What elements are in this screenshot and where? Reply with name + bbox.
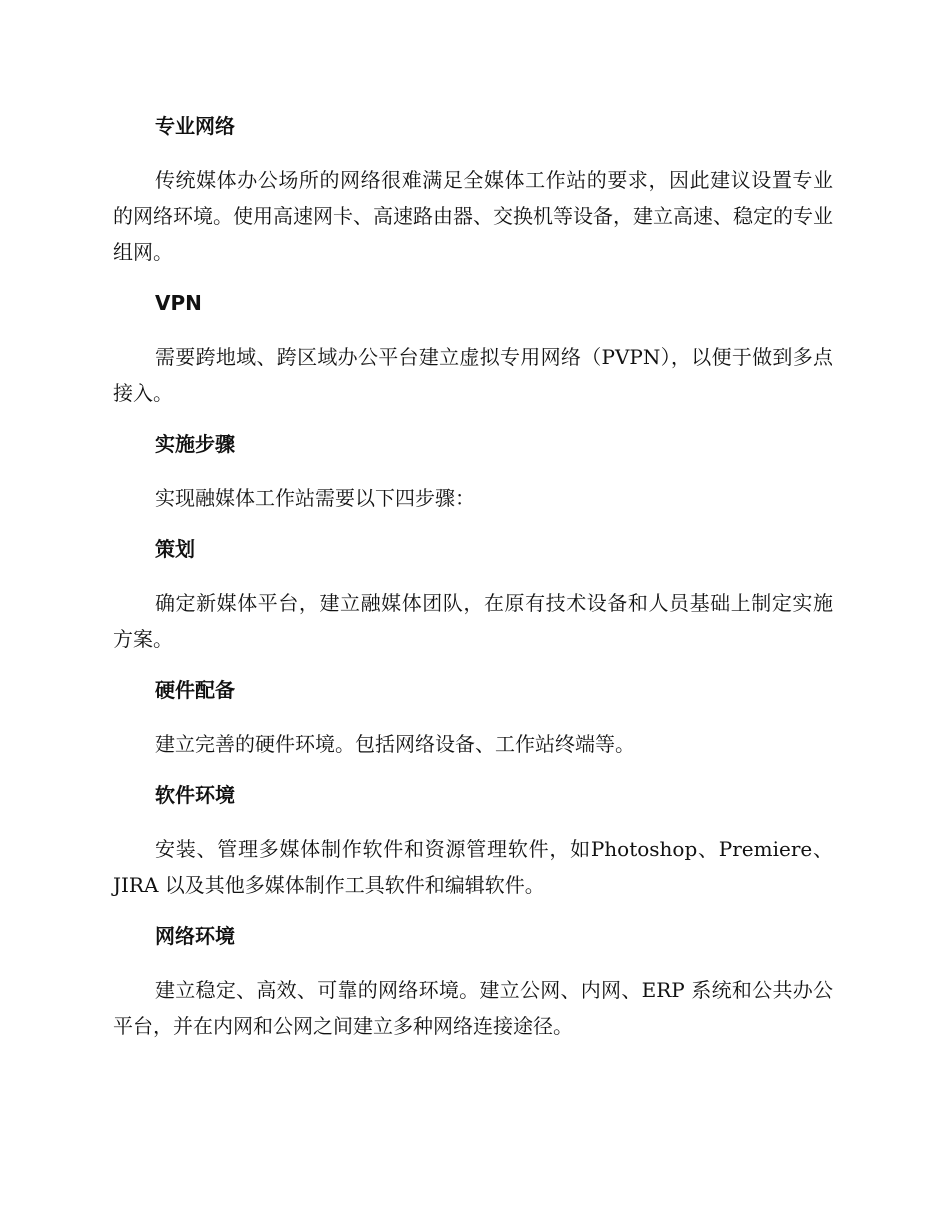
section-body-implementation-steps: 实现融媒体工作站需要以下四步骤： bbox=[155, 486, 475, 510]
section-heading-network-env: 网络环境 bbox=[155, 924, 235, 948]
section-body-professional-network: 传统媒体办公场所的网络很难满足全媒体工作站的要求，因此建议设置专业的网络环境。使用高速网卡、高速路由器、交换机等设备，建立高速、稳定的专业组网。 bbox=[113, 168, 833, 264]
section-heading-hardware: 硬件配备 bbox=[155, 678, 235, 702]
section-heading-software: 软件环境 bbox=[155, 783, 235, 807]
section-body-vpn: 需要跨地域、跨区域办公平台建立虚拟专用网络（PVPN），以便于做到多点接入。 bbox=[113, 345, 833, 405]
section-heading-vpn: VPN bbox=[155, 291, 202, 315]
section-heading-professional-network: 专业网络 bbox=[155, 114, 235, 138]
section-heading-planning: 策划 bbox=[155, 537, 195, 561]
section-body-network-env: 建立稳定、高效、可靠的网络环境。建立公网、内网、ERP 系统和公共办公平台，并在内网和公网之间建立多种网络连接途径。 bbox=[113, 978, 833, 1038]
section-body-hardware: 建立完善的硬件环境。包括网络设备、工作站终端等。 bbox=[155, 732, 635, 756]
section-body-planning: 确定新媒体平台，建立融媒体团队，在原有技术设备和人员基础上制定实施方案。 bbox=[113, 591, 833, 651]
document-page bbox=[113, 110, 833, 1061]
section-heading-implementation-steps: 实施步骤 bbox=[155, 432, 235, 456]
section-body-software: 安装、管理多媒体制作软件和资源管理软件，如Photoshop、Premiere、JIRA 以及其他多媒体制作工具软件和编辑软件。 bbox=[113, 837, 833, 897]
